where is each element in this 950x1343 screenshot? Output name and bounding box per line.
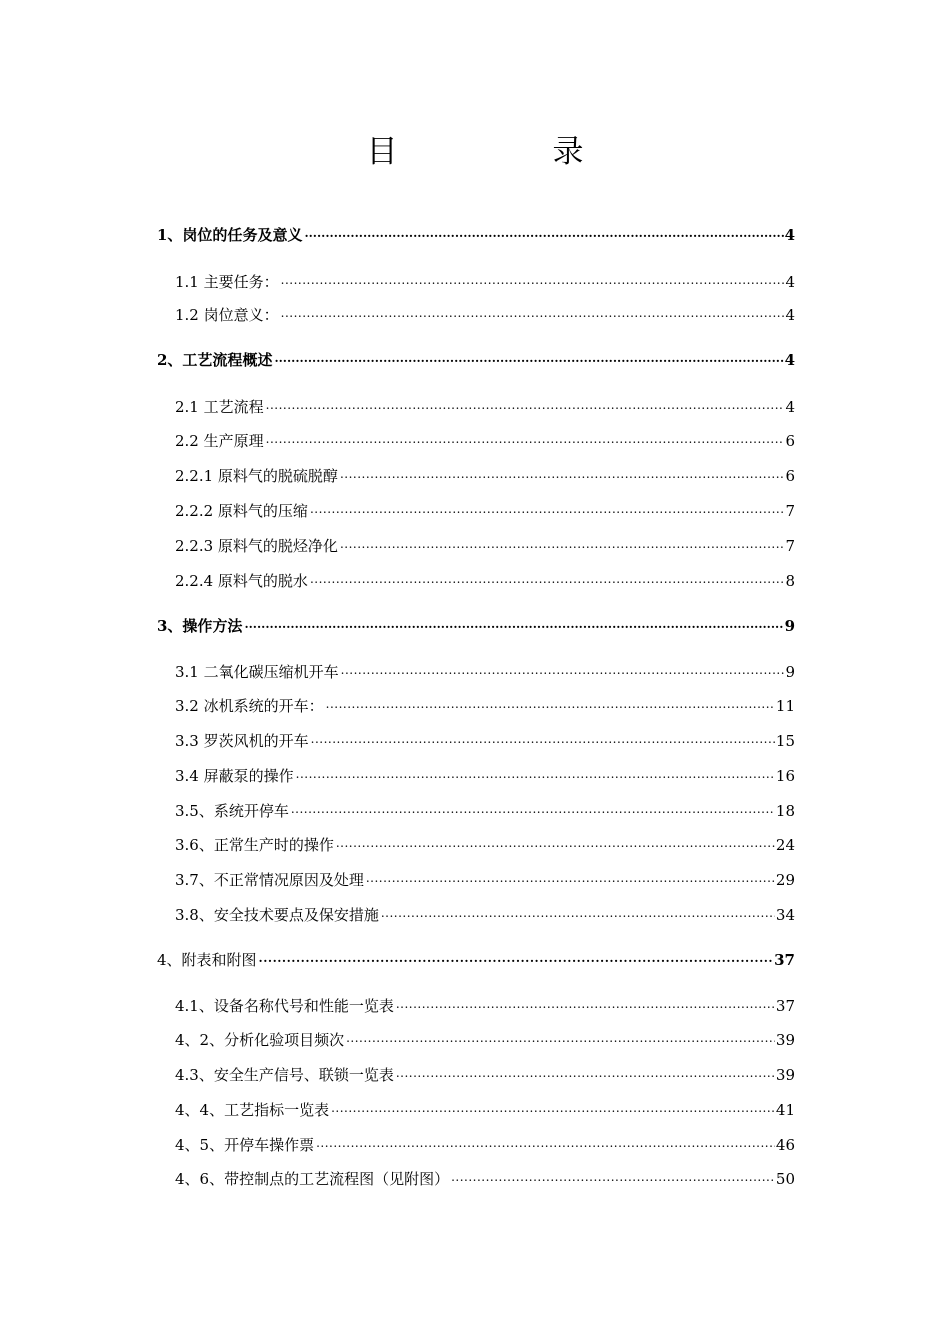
toc-entry-4[interactable] [157, 943, 795, 969]
toc-dot-leader [326, 689, 775, 711]
toc-entry-label: 4、2、分析化验项目频次 [175, 1031, 345, 1049]
toc-dot-leader [266, 390, 785, 412]
toc-dot-leader [281, 265, 785, 287]
toc-entry-label: 4、6、带控制点的工艺流程图（见附图） [175, 1170, 450, 1188]
toc-entry-page: 24 [775, 836, 795, 854]
toc-entry-4-3[interactable] [175, 1058, 795, 1084]
toc-entry-label: 4、5、开停车操作票 [175, 1136, 315, 1154]
toc-entry-page: 8 [785, 572, 795, 590]
toc-entry-page: 15 [775, 732, 795, 750]
toc-entry-page: 11 [775, 697, 795, 715]
toc-dot-leader [311, 724, 775, 746]
toc-entry-4-2[interactable] [175, 1023, 795, 1049]
toc-entry-page: 4 [785, 306, 795, 324]
toc-dot-leader [366, 863, 775, 885]
toc-entry-label: 2、工艺流程概述 [157, 351, 273, 369]
toc-entry-label: 4.3、安全生产信号、联锁一览表 [175, 1066, 394, 1084]
toc-entry-label: 4.1、设备名称代号和性能一览表 [175, 997, 394, 1015]
toc-entry-label: 3.4 屏蔽泵的操作 [175, 767, 294, 785]
toc-entry-label: 3.1 二氧化碳压缩机开车 [175, 663, 339, 681]
toc-entry-label: 2.2.2 原料气的压缩 [175, 502, 308, 520]
toc-entry-page: 16 [775, 767, 795, 785]
toc-entry-label: 3.8、安全技术要点及保安措施 [175, 906, 379, 924]
toc-entry-3-2[interactable] [175, 689, 795, 715]
toc-entry-label: 4、4、工艺指标一览表 [175, 1101, 330, 1119]
toc-dot-leader [381, 898, 775, 920]
toc-entry-label: 3、操作方法 [157, 617, 243, 635]
toc-dot-leader [396, 989, 775, 1011]
toc-dot-leader [244, 609, 783, 631]
toc-entry-2-2-3[interactable] [175, 529, 795, 555]
toc-dot-leader [259, 943, 774, 965]
toc-entry-2-1[interactable] [175, 390, 795, 416]
toc-entry-2-2[interactable] [175, 424, 795, 450]
toc-entry-1-1[interactable] [175, 265, 795, 291]
toc-entry-page: 50 [775, 1170, 795, 1188]
toc-dot-leader [274, 343, 783, 365]
toc-dot-leader [396, 1058, 775, 1080]
toc-entry-3-8[interactable] [175, 898, 795, 924]
toc-dot-leader [281, 298, 785, 320]
toc-entry-1-2[interactable] [175, 298, 795, 324]
toc-dot-leader [336, 828, 775, 850]
toc-entry-page: 4 [785, 273, 795, 291]
toc-entry-3[interactable] [157, 609, 795, 635]
toc-entry-page: 46 [775, 1136, 795, 1154]
toc-entry-page: 6 [785, 467, 795, 485]
toc-entry-1[interactable] [157, 218, 795, 244]
toc-entry-page: 7 [785, 537, 795, 555]
toc-dot-leader [296, 759, 775, 781]
toc-entry-label: 3.5、系统开停车 [175, 802, 289, 820]
toc-dot-leader [340, 529, 785, 551]
toc-entry-page: 37 [774, 951, 795, 969]
toc-entry-page: 4 [784, 351, 795, 369]
toc-entry-page: 37 [775, 997, 795, 1015]
toc-entry-3-7[interactable] [175, 863, 795, 889]
toc-entry-4-6[interactable] [175, 1162, 795, 1188]
toc-entry-label: 1.1 主要任务： [175, 273, 279, 291]
toc-entry-3-5[interactable] [175, 794, 795, 820]
toc-entry-4-1[interactable] [175, 989, 795, 1015]
toc-entry-label: 3.2 冰机系统的开车： [175, 697, 324, 715]
toc-entry-3-1[interactable] [175, 655, 795, 681]
toc-entry-label: 4、附表和附图 [157, 951, 257, 969]
toc-dot-leader [331, 1093, 775, 1115]
toc-entry-page: 4 [784, 226, 795, 244]
toc-entry-label: 2.2.1 原料气的脱硫脱醇 [175, 467, 338, 485]
toc-entry-label: 3.3 罗茨风机的开车 [175, 732, 309, 750]
toc-entry-page: 29 [775, 871, 795, 889]
toc-entry-label: 1.2 岗位意义： [175, 306, 279, 324]
toc-entry-label: 2.2 生产原理 [175, 432, 264, 450]
toc-dot-leader [316, 1128, 775, 1150]
toc-entry-label: 2.2.3 原料气的脱烃净化 [175, 537, 338, 555]
toc-entry-label: 1、岗位的任务及意义 [157, 226, 303, 244]
toc-dot-leader [266, 424, 785, 446]
toc-entry-page: 39 [775, 1066, 795, 1084]
toc-entry-label: 2.2.4 原料气的脱水 [175, 572, 308, 590]
toc-dot-leader [340, 459, 785, 481]
toc-entry-page: 18 [775, 802, 795, 820]
toc-entry-2-2-2[interactable] [175, 494, 795, 520]
toc-entry-label: 2.1 工艺流程 [175, 398, 264, 416]
toc-dot-leader [291, 794, 775, 816]
toc-dot-leader [341, 655, 785, 677]
toc-entry-page: 34 [775, 906, 795, 924]
toc-entry-4-5[interactable] [175, 1128, 795, 1154]
toc-entry-3-3[interactable] [175, 724, 795, 750]
toc-entry-page: 7 [785, 502, 795, 520]
page-title: 目 录 [366, 134, 646, 170]
toc-entry-page: 39 [775, 1031, 795, 1049]
toc-entry-3-4[interactable] [175, 759, 795, 785]
toc-dot-leader [346, 1023, 775, 1045]
toc-entry-page: 6 [785, 432, 795, 450]
toc-entry-page: 9 [785, 663, 795, 681]
toc-dot-leader [451, 1162, 775, 1184]
toc-entry-2-2-1[interactable] [175, 459, 795, 485]
toc-entry-label: 3.7、不正常情况原因及处理 [175, 871, 364, 889]
toc-entry-2-2-4[interactable] [175, 564, 795, 590]
toc-entry-2[interactable] [157, 343, 795, 369]
toc-entry-page: 9 [784, 617, 795, 635]
toc-entry-page: 41 [775, 1101, 795, 1119]
toc-dot-leader [310, 564, 785, 586]
toc-entry-3-6[interactable] [175, 828, 795, 854]
toc-entry-page: 4 [785, 398, 795, 416]
toc-dot-leader [304, 218, 783, 240]
toc-dot-leader [310, 494, 785, 516]
toc-entry-label: 3.6、正常生产时的操作 [175, 836, 334, 854]
toc-entry-4-4[interactable] [175, 1093, 795, 1119]
